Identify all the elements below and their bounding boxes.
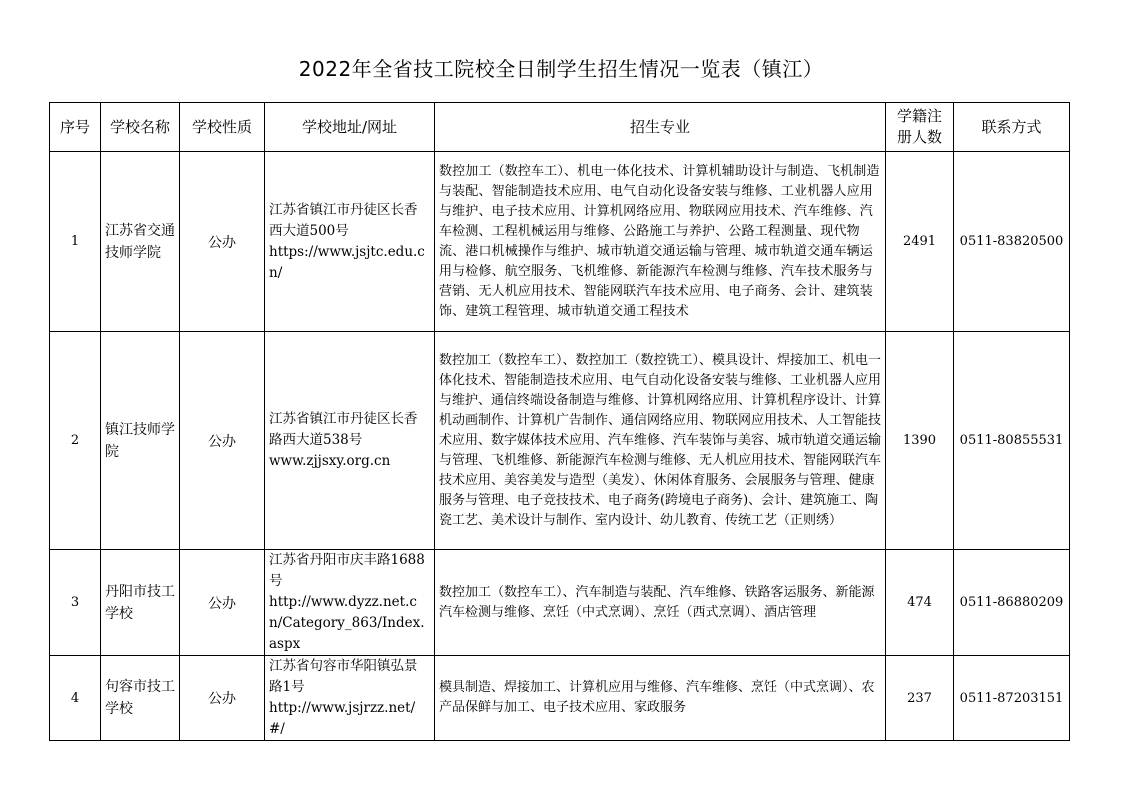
enrolled-count: 1390 bbox=[886, 332, 954, 550]
school-address-cell bbox=[265, 332, 435, 550]
enrolled-count: 474 bbox=[886, 550, 954, 656]
contact-phone: 0511-86880209 bbox=[954, 550, 1070, 656]
table-row bbox=[50, 656, 1070, 741]
row-no: 1 bbox=[50, 152, 101, 332]
school-url: http://www.dyzz.net.cn/Category_863/Index.aspx bbox=[269, 594, 425, 652]
school-address: 江苏省句容市华阳镇弘景路1号 bbox=[269, 658, 418, 695]
contact-phone: 0511-83820500 bbox=[954, 152, 1070, 332]
school-address: 江苏省镇江市丹徒区长香路西大道538号 bbox=[269, 411, 418, 448]
header-school-name: 学校名称 bbox=[101, 103, 180, 152]
majors: 模具制造、焊接加工、计算机应用与维修、汽车维修、烹饪（中式烹调）、农产品保鲜与加工、电子技术应用、家政服务 bbox=[435, 656, 886, 741]
header-no: 序号 bbox=[50, 103, 101, 152]
school-url: www.zjjsxy.org.cn bbox=[269, 453, 391, 469]
majors: 数控加工（数控车工）、汽车制造与装配、汽车维修、铁路客运服务、新能源汽车检测与维修、烹饪（中式烹调）、烹饪（西式烹调）、酒店管理 bbox=[435, 550, 886, 656]
school-nature: 公办 bbox=[180, 656, 265, 741]
school-address-cell bbox=[265, 550, 435, 656]
table-row bbox=[50, 550, 1070, 656]
table-row bbox=[50, 152, 1070, 332]
header-count: 学籍注册人数 bbox=[886, 103, 954, 152]
header-school-nature: 学校性质 bbox=[180, 103, 265, 152]
school-name: 江苏省交通技师学院 bbox=[101, 152, 180, 332]
school-nature: 公办 bbox=[180, 152, 265, 332]
school-nature: 公办 bbox=[180, 332, 265, 550]
table-row bbox=[50, 332, 1070, 550]
school-nature: 公办 bbox=[180, 550, 265, 656]
school-url: http://www.jsjrzz.net/#/ bbox=[269, 700, 416, 737]
contact-phone: 0511-80855531 bbox=[954, 332, 1070, 550]
table-header-row bbox=[50, 103, 1070, 152]
school-address: 江苏省镇江市丹徒区长香西大道500号 bbox=[269, 201, 418, 239]
enrolled-count: 237 bbox=[886, 656, 954, 741]
enrollment-table bbox=[49, 102, 1070, 741]
row-no: 2 bbox=[50, 332, 101, 550]
school-address: 江苏省丹阳市庆丰路1688号 bbox=[269, 552, 425, 589]
school-address-cell bbox=[265, 656, 435, 741]
row-no: 3 bbox=[50, 550, 101, 656]
majors: 数控加工（数控车工）、数控加工（数控铣工）、模具设计、焊接加工、机电一体化技术、智能制造技术应用、电气自动化设备安装与维修、工业机器人应用与维护、通信终端设备制造与维修、计算机网络应用、计算机程序设计、计算机动画制作、计算机广告制作、通信网络应用、物联网应用技术、人工智能技术应用、数字媒体技术应用、汽车维修、汽车装饰与美容、城市轨道交通运输与管理、飞机维修、新能源汽车检测与维修、无人机应用技术、智能网联汽车技术应用、美容美发与造型（美发）、休闲体育服务、会展服务与管理、健康服务与管理、电子竞技技术、电子商务(跨境电子商务)、会计、建筑施工、陶瓷工艺、美术设计与制作、室内设计、幼儿教育、传统工艺（正则绣） bbox=[435, 332, 886, 550]
header-contact: 联系方式 bbox=[954, 103, 1070, 152]
school-name: 镇江技师学院 bbox=[101, 332, 180, 550]
row-no: 4 bbox=[50, 656, 101, 741]
school-name: 丹阳市技工学校 bbox=[101, 550, 180, 656]
page-title: 2022年全省技工院校全日制学生招生情况一览表（镇江） bbox=[298, 57, 824, 81]
header-address: 学校地址/网址 bbox=[265, 103, 435, 152]
contact-phone: 0511-87203151 bbox=[954, 656, 1070, 741]
enrolled-count: 2491 bbox=[886, 152, 954, 332]
header-majors: 招生专业 bbox=[435, 103, 886, 152]
majors: 数控加工（数控车工）、机电一体化技术、计算机辅助设计与制造、飞机制造与装配、智能制造技术应用、电气自动化设备安装与维修、工业机器人应用与维护、电子技术应用、计算机网络应用、物联网应用技术、汽车维修、汽车检测、工程机械运用与维修、公路施工与养护、公路工程测量、现代物流、港口机械操作与维护、城市轨道交通运输与管理、城市轨道交通车辆运用与检修、航空服务、飞机维修、新能源汽车检测与维修、汽车技术服务与营销、无人机应用技术、智能网联汽车技术应用、电子商务、会计、建筑装饰、建筑工程管理、城市轨道交通工程技术 bbox=[435, 152, 886, 332]
school-address-cell bbox=[265, 152, 435, 332]
school-url: https://www.jsjtc.edu.cn/ bbox=[269, 243, 425, 281]
school-name: 句容市技工学校 bbox=[101, 656, 180, 741]
